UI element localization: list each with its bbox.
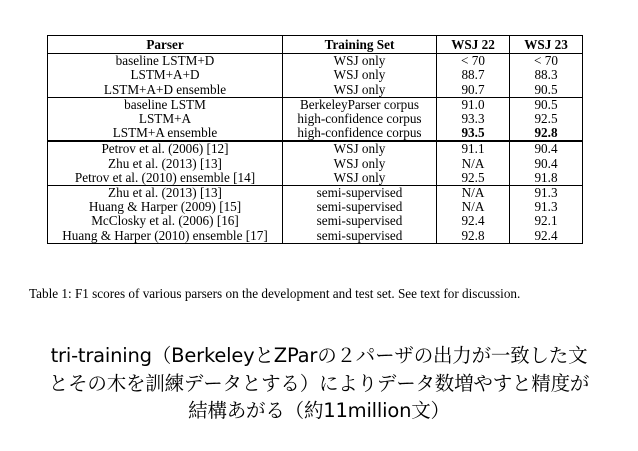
note-line-3: 結構あがる（約11million文） xyxy=(188,399,450,422)
header-wsj22: WSJ 22 xyxy=(437,36,510,54)
results-table-container xyxy=(47,35,583,244)
cell-wsj22: N/A xyxy=(437,157,510,171)
cell-training-set: semi-supervised xyxy=(283,200,437,214)
cell-training-set: BerkeleyParser corpus xyxy=(283,97,437,112)
table-row xyxy=(48,214,583,228)
cell-wsj23: 92.1 xyxy=(510,214,583,228)
cell-wsj22: N/A xyxy=(437,200,510,214)
cell-wsj22-best: 93.5 xyxy=(437,126,510,141)
cell-training-set: WSJ only xyxy=(283,83,437,98)
cell-parser: Huang & Harper (2010) ensemble [17] xyxy=(48,229,283,244)
cell-training-set: WSJ only xyxy=(283,171,437,186)
cell-training-set: high-confidence corpus xyxy=(283,112,437,126)
note-line-1: tri-training（BerkeleyとZParの２パーザの出力が一致した文 xyxy=(50,344,588,367)
table-caption: Table 1: F1 scores of various parsers on the development and test set. See text for discussion. xyxy=(29,286,521,301)
cell-training-set: WSJ only xyxy=(283,68,437,82)
cell-parser: LSTM+A+D xyxy=(48,68,283,82)
cell-parser: baseline LSTM+D xyxy=(48,54,283,69)
table-row xyxy=(48,112,583,126)
table-row xyxy=(48,97,583,112)
cell-training-set: semi-supervised xyxy=(283,214,437,228)
cell-wsj23: 91.3 xyxy=(510,200,583,214)
table-row xyxy=(48,200,583,214)
cell-parser: LSTM+A+D ensemble xyxy=(48,83,283,98)
cell-training-set: WSJ only xyxy=(283,141,437,156)
table-row xyxy=(48,83,583,98)
cell-parser: Petrov et al. (2006) [12] xyxy=(48,141,283,156)
table-row xyxy=(48,141,583,156)
cell-parser: Zhu et al. (2013) [13] xyxy=(48,186,283,201)
table-row xyxy=(48,229,583,244)
cell-training-set: WSJ only xyxy=(283,157,437,171)
cell-wsj22: 92.5 xyxy=(437,171,510,186)
table-row xyxy=(48,54,583,69)
cell-training-set: semi-supervised xyxy=(283,186,437,201)
cell-wsj22: 92.8 xyxy=(437,229,510,244)
cell-wsj23-best: 92.8 xyxy=(510,126,583,141)
header-wsj23: WSJ 23 xyxy=(510,36,583,54)
cell-parser: LSTM+A ensemble xyxy=(48,126,283,141)
header-training-set: Training Set xyxy=(283,36,437,54)
cell-wsj22: < 70 xyxy=(437,54,510,69)
table-row xyxy=(48,126,583,141)
cell-wsj23: 90.4 xyxy=(510,141,583,156)
note-line-2: とその木を訓練データとする）によりデータ数増やすと精度が xyxy=(48,371,590,395)
table-row xyxy=(48,68,583,82)
table-header-row xyxy=(48,36,583,54)
cell-wsj22: 90.7 xyxy=(437,83,510,98)
cell-parser: baseline LSTM xyxy=(48,97,283,112)
cell-wsj23: 92.4 xyxy=(510,229,583,244)
cell-wsj23: 88.3 xyxy=(510,68,583,82)
table-row xyxy=(48,157,583,171)
cell-parser: LSTM+A xyxy=(48,112,283,126)
cell-parser: Petrov et al. (2010) ensemble [14] xyxy=(48,171,283,186)
table-row xyxy=(48,186,583,201)
cell-wsj22: 92.4 xyxy=(437,214,510,228)
cell-wsj23: 90.5 xyxy=(510,97,583,112)
cell-wsj23: 92.5 xyxy=(510,112,583,126)
cell-parser: Zhu et al. (2013) [13] xyxy=(48,157,283,171)
cell-wsj23: 90.4 xyxy=(510,157,583,171)
cell-parser: Huang & Harper (2009) [15] xyxy=(48,200,283,214)
table-group-semi-corpus xyxy=(48,97,583,141)
table-group-prior-semi xyxy=(48,186,583,244)
cell-wsj23: 91.3 xyxy=(510,186,583,201)
cell-training-set: semi-supervised xyxy=(283,229,437,244)
table-row xyxy=(48,171,583,186)
cell-wsj22: 88.7 xyxy=(437,68,510,82)
cell-wsj23: < 70 xyxy=(510,54,583,69)
header-parser: Parser xyxy=(48,36,283,54)
cell-wsj23: 90.5 xyxy=(510,83,583,98)
cell-training-set: high-confidence corpus xyxy=(283,126,437,141)
results-table xyxy=(47,35,583,244)
table-group-prior-wsj xyxy=(48,141,583,185)
cell-parser: McClosky et al. (2006) [16] xyxy=(48,214,283,228)
table-group-wsj-only xyxy=(48,54,583,98)
cell-wsj22: 93.3 xyxy=(437,112,510,126)
cell-wsj22: N/A xyxy=(437,186,510,201)
cell-wsj22: 91.0 xyxy=(437,97,510,112)
cell-wsj23: 91.8 xyxy=(510,171,583,186)
cell-training-set: WSJ only xyxy=(283,54,437,69)
cell-wsj22: 91.1 xyxy=(437,141,510,156)
slide-note xyxy=(20,342,618,425)
